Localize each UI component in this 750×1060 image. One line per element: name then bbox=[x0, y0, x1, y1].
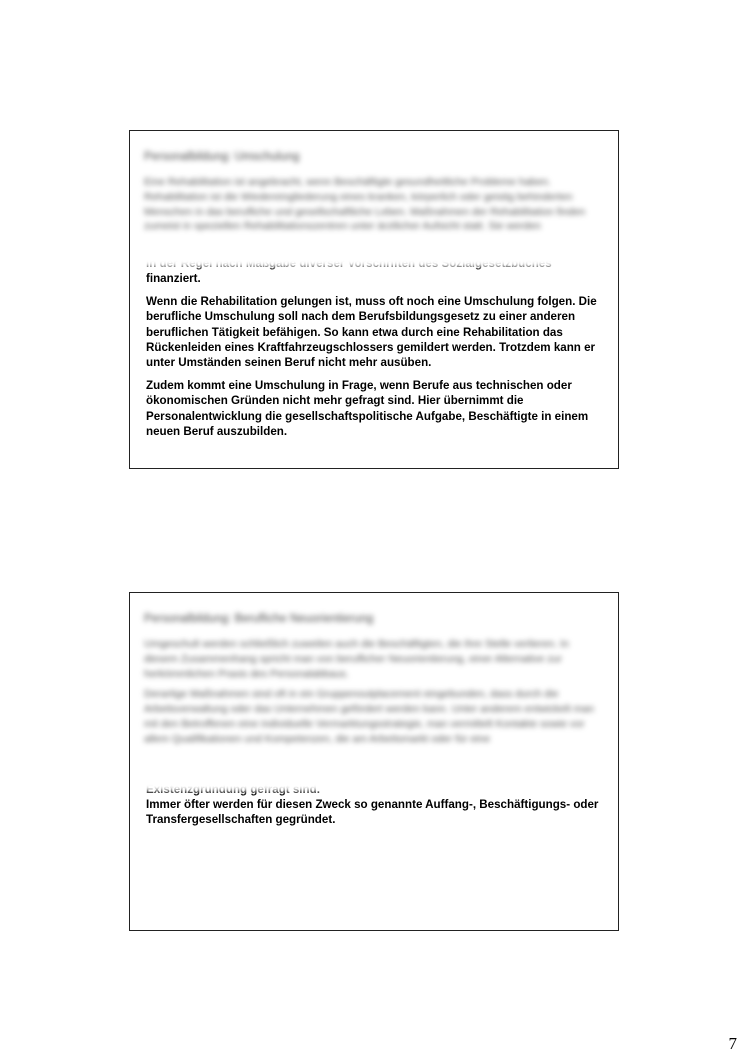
blurred-preview bbox=[130, 593, 618, 791]
slide-title: Personalbildung: Berufliche Neuorientierung bbox=[144, 613, 374, 625]
body-paragraph: Zudem kommt eine Umschulung in Frage, wenn Berufe aus technischen oder ökonomischen Gründen nicht mehr gefragt sind. Hier übernimmt die Personalentwicklung die gesellschaftspolitische Aufgabe, Beschäftigte in einem neuen Beruf auszubilden. bbox=[146, 379, 589, 438]
blurred-paragraph: Eine Rehabilitation ist angebracht, wenn Beschäftigte gesundheitliche Probleme haben. Rehabilitation ist die Wiedereingliederung eines kranken, körperlich oder geistig behinderten Menschen in das berufliche und gesellschaftliche Leben. Maßnahmen der Rehabilitation finden zumeist in speziellen Rehabilitationszentren unter ärztlicher Aufsicht statt. Sie werden bbox=[144, 176, 586, 233]
blurred-paragraph: Derartige Maßnahmen sind oft in ein Gruppenoutplacement eingebunden, dass durch die Arbeitsverwaltung oder das Unternehmen gefördert werden kann. Unter anderem entwickelt man mit den Betroffenen eine individuelle Vermarktungsstrategie, man vermittelt Kontakte sowie vor allem Qualifikationen und Kompetenzen, die am Arbeitsmarkt oder für eine bbox=[144, 688, 594, 745]
blurred-preview bbox=[130, 131, 618, 267]
blurred-paragraph: Umgeschult werden schließlich zuweilen auch die Beschäftigten, die ihre Stelle verlieren. In diesem Zusammenhang spricht man von beruflicher Neuorientierung, einer Alternative zur herkömmlichen Praxis des Personalabbaus. bbox=[144, 638, 569, 680]
body-paragraph: Wenn die Rehabilitation gelungen ist, muss oft noch eine Umschulung folgen. Die berufliche Umschulung soll nach dem Berufsbildungsgesetz zu einer anderen beruflichen Tätigkeit befähigen. So kann etwa durch eine Rehabilitation das Rückenleiden eines Kraftfahrzeugschlossers gemildert werden. Trotzdem kann er unter Umständen seinen Beruf nicht mehr ausüben. bbox=[146, 295, 597, 370]
slide-title: Personalbildung: Umschulung bbox=[144, 151, 300, 163]
slide-neuorientierung bbox=[129, 592, 619, 931]
slide-body bbox=[146, 256, 606, 447]
body-paragraph: finanziert. bbox=[146, 272, 201, 285]
page-number: 7 bbox=[728, 1034, 737, 1053]
body-paragraph: Immer öfter werden für diesen Zweck so genannte Auffang-, Beschäftigungs- oder Transfergesellschaften gegründet. bbox=[146, 798, 599, 827]
slide-umschulung bbox=[129, 130, 619, 469]
